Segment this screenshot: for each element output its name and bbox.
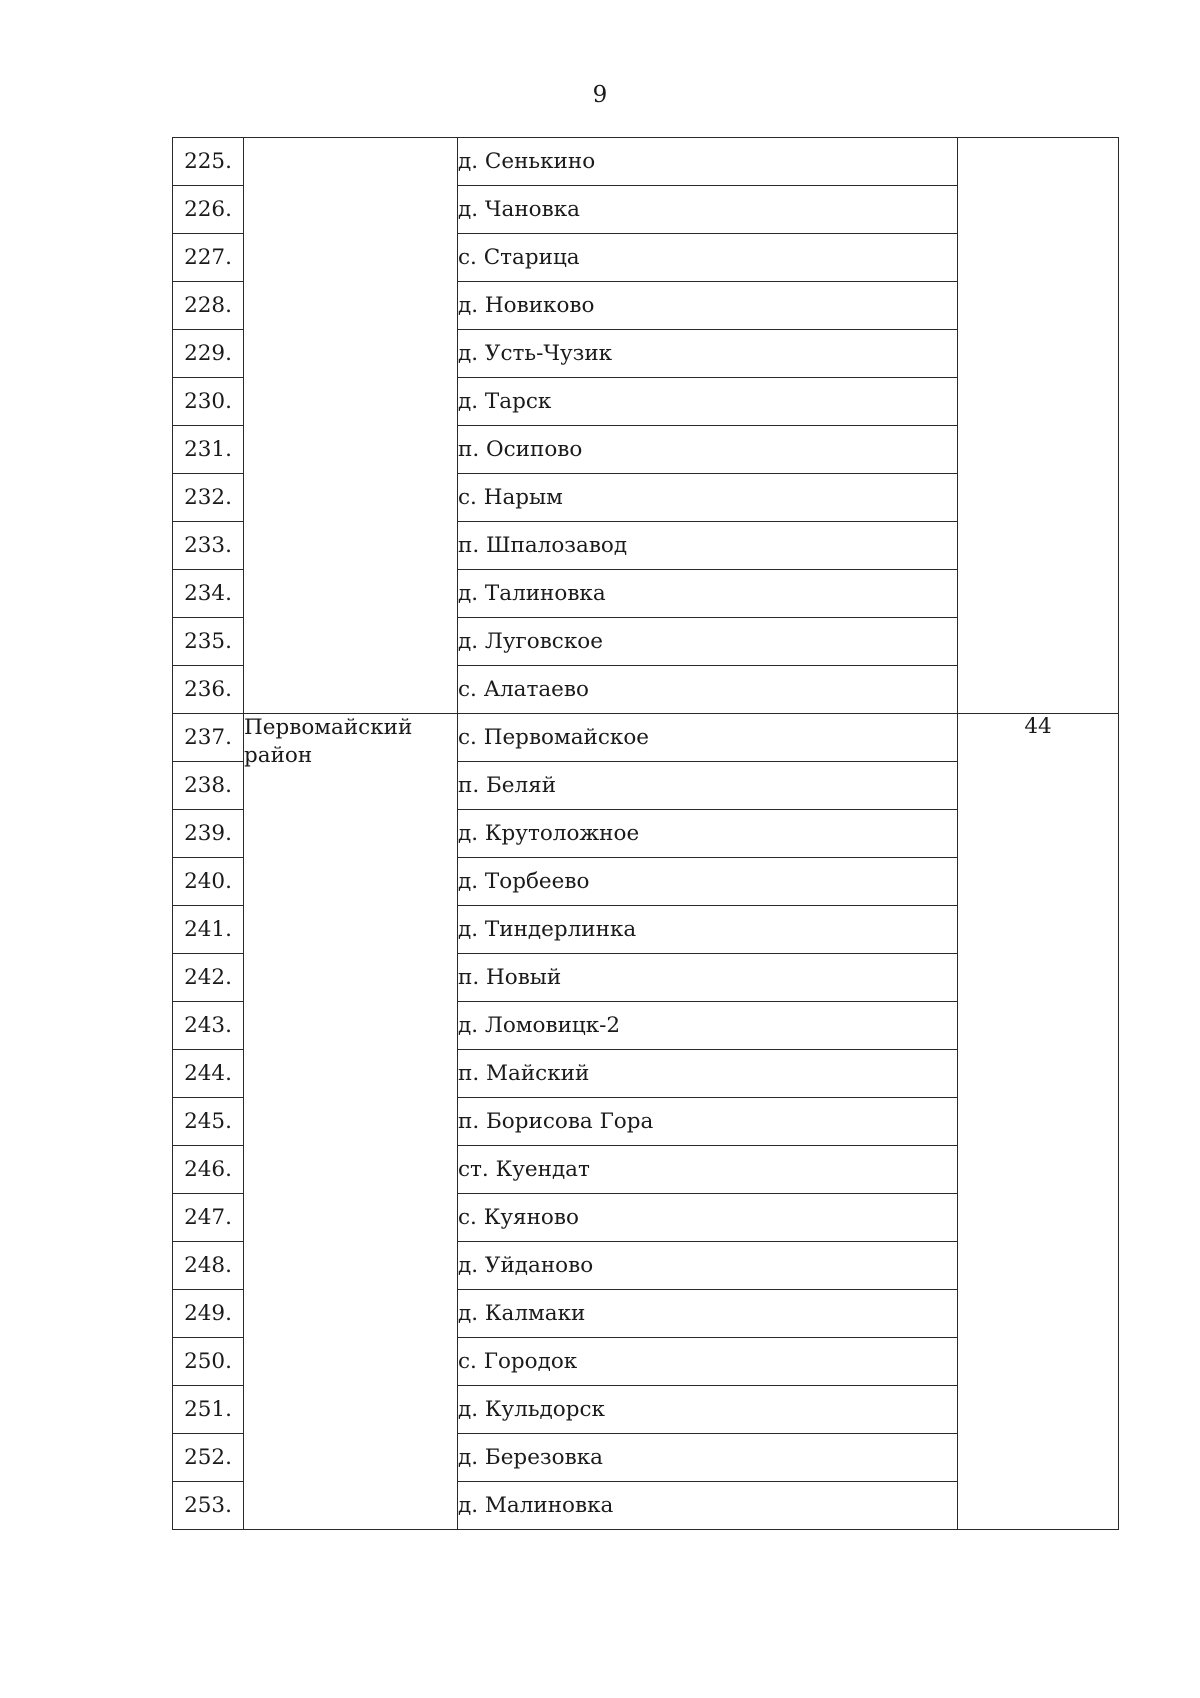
row-number: 251. [173, 1386, 244, 1434]
row-number: 244. [173, 1050, 244, 1098]
row-number: 245. [173, 1098, 244, 1146]
page-number: 9 [592, 82, 608, 108]
row-number: 236. [173, 666, 244, 714]
settlement-name: д. Калмаки [458, 1290, 958, 1338]
settlement-name: д. Ломовицк-2 [458, 1002, 958, 1050]
settlement-name: ст. Куендат [458, 1146, 958, 1194]
row-number: 252. [173, 1434, 244, 1482]
row-number: 246. [173, 1146, 244, 1194]
row-number: 249. [173, 1290, 244, 1338]
settlement-name: д. Талиновка [458, 570, 958, 618]
district-cell: Первомайский район [244, 714, 458, 1530]
settlement-name: д. Уйданово [458, 1242, 958, 1290]
settlement-name: п. Осипово [458, 426, 958, 474]
settlement-name: д. Березовка [458, 1434, 958, 1482]
settlement-name: д. Кульдорск [458, 1386, 958, 1434]
row-number: 242. [173, 954, 244, 1002]
settlement-name: п. Борисова Гора [458, 1098, 958, 1146]
row-number: 240. [173, 858, 244, 906]
settlement-name: с. Нарым [458, 474, 958, 522]
settlement-name: д. Луговское [458, 618, 958, 666]
district-count [958, 138, 1119, 714]
row-number: 253. [173, 1482, 244, 1530]
settlement-name: п. Новый [458, 954, 958, 1002]
district-cell [244, 138, 458, 714]
row-number: 250. [173, 1338, 244, 1386]
settlement-name: д. Тарск [458, 378, 958, 426]
settlements-table [172, 137, 1119, 1530]
row-number: 233. [173, 522, 244, 570]
row-number: 226. [173, 186, 244, 234]
row-number: 238. [173, 762, 244, 810]
settlement-name: с. Городок [458, 1338, 958, 1386]
row-number: 230. [173, 378, 244, 426]
row-number: 231. [173, 426, 244, 474]
row-number: 232. [173, 474, 244, 522]
row-number: 225. [173, 138, 244, 186]
settlement-name: д. Сенькино [458, 138, 958, 186]
row-number: 241. [173, 906, 244, 954]
table-body [173, 138, 1119, 1530]
row-number: 234. [173, 570, 244, 618]
settlement-name: с. Старица [458, 234, 958, 282]
settlement-name: п. Майский [458, 1050, 958, 1098]
settlement-name: п. Беляй [458, 762, 958, 810]
settlement-name: д. Новиково [458, 282, 958, 330]
settlement-name: д. Тиндерлинка [458, 906, 958, 954]
settlement-name: д. Крутоложное [458, 810, 958, 858]
settlement-name: с. Куяново [458, 1194, 958, 1242]
table-row [173, 714, 1119, 762]
settlement-name: п. Шпалозавод [458, 522, 958, 570]
row-number: 235. [173, 618, 244, 666]
row-number: 228. [173, 282, 244, 330]
row-number: 247. [173, 1194, 244, 1242]
settlement-name: с. Первомайское [458, 714, 958, 762]
row-number: 243. [173, 1002, 244, 1050]
row-number: 237. [173, 714, 244, 762]
settlement-name: д. Чановка [458, 186, 958, 234]
settlement-name: с. Алатаево [458, 666, 958, 714]
district-count: 44 [958, 714, 1119, 1530]
table-row [173, 138, 1119, 186]
settlement-name: д. Торбеево [458, 858, 958, 906]
row-number: 239. [173, 810, 244, 858]
row-number: 227. [173, 234, 244, 282]
settlement-name: д. Усть-Чузик [458, 330, 958, 378]
settlement-name: д. Малиновка [458, 1482, 958, 1530]
row-number: 229. [173, 330, 244, 378]
row-number: 248. [173, 1242, 244, 1290]
